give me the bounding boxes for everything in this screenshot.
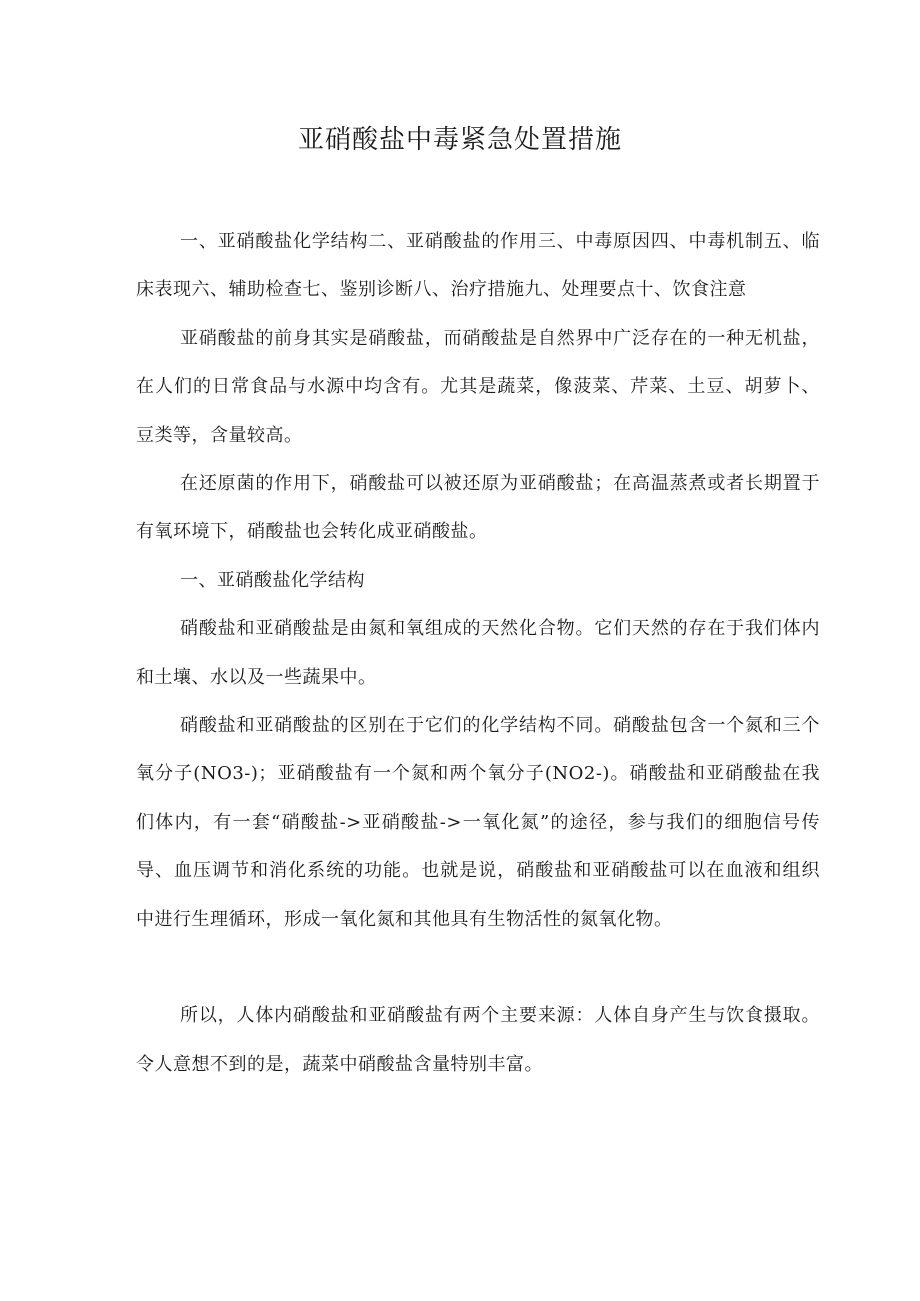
- section-heading-chemical-structure: 一、亚硝酸盐化学结构: [180, 569, 365, 591]
- document-body: [136, 218, 820, 1089]
- body-paragraph-nitrate-origin: 亚硝酸盐的前身其实是硝酸盐，而硝酸盐是自然界中广泛存在的一种无机盐，在人们的日常食品与水源中均含有。尤其是蔬菜，像菠菜、芹菜、土豆、胡萝卜、豆类等，含量较高。: [136, 327, 820, 446]
- body-paragraph-structure-difference: 硝酸盐和亚硝酸盐的区别在于它们的化学结构不同。硝酸盐包含一个氮和三个氧分子(NO3-)；亚硝酸盐有一个氮和两个氧分子(NO2-)。硝酸盐和亚硝酸盐在我们体内，有一套“硝酸盐->亚硝酸盐->一氧化氮”的途径，参与我们的细胞信号传导、血压调节和消化系统的功能。也就是说，硝酸盐和亚硝酸盐可以在血液和组织中进行生理循环，形成一氧化氮和其他具有生物活性的氮氧化物。: [136, 715, 820, 930]
- toc-paragraph: 一、亚硝酸盐化学结构二、亚硝酸盐的作用三、中毒原因四、中毒机制五、临床表现六、辅助检查七、鉴别诊断八、治疗措施九、处理要点十、饮食注意: [136, 231, 820, 301]
- body-paragraph-conversion: 在还原菌的作用下，硝酸盐可以被还原为亚硝酸盐；在高温蒸煮或者长期置于有氧环境下，硝酸盐也会转化成亚硝酸盐。: [136, 473, 820, 543]
- body-paragraph-sources: 所以，人体内硝酸盐和亚硝酸盐有两个主要来源：人体自身产生与饮食摄取。令人意想不到的是，蔬菜中硝酸盐含量特别丰富。: [136, 1005, 820, 1075]
- document-title: 亚硝酸盐中毒紧急处置措施: [297, 125, 622, 155]
- body-paragraph-compounds: 硝酸盐和亚硝酸盐是由氮和氧组成的天然化合物。它们天然的存在于我们体内和土壤、水以及一些蔬果中。: [136, 618, 820, 688]
